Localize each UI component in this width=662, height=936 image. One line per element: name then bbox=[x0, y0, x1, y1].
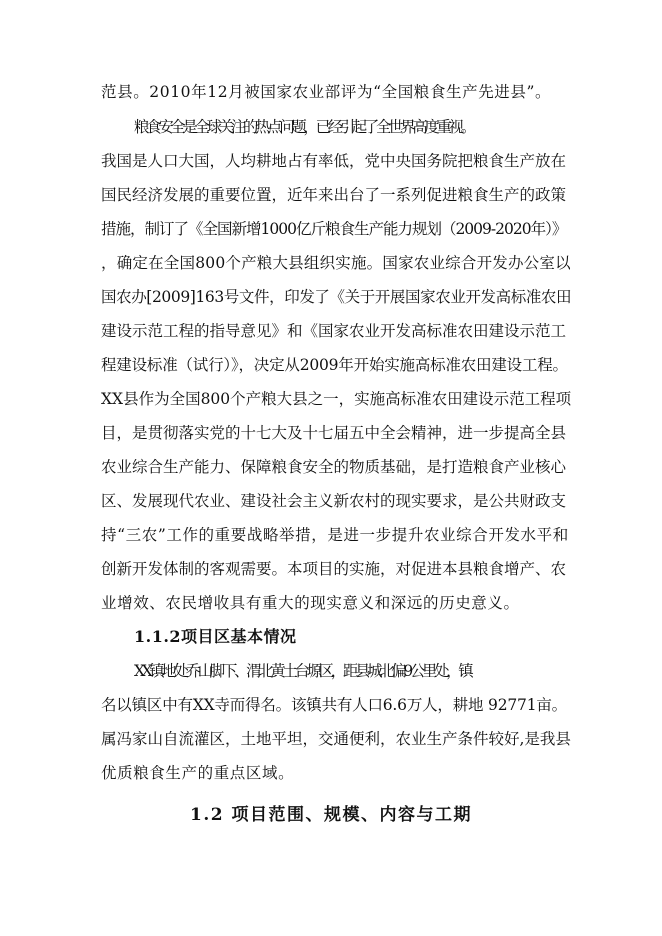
text-line: 国农办[2009]163号文件，印发了《关于开展国家农业开发高标准农田 bbox=[101, 288, 572, 306]
text-line: 名以镇区中有XX寺而得名。该镇共有人口6.6万人，耕地 92771亩。 bbox=[101, 696, 567, 714]
section-heading-1-1-2: 1.1.2项目区基本情况 bbox=[134, 627, 297, 646]
text-line: 持“三农”工作的重要战略举措，是进一步提升农业综合开发水平和 bbox=[101, 526, 569, 544]
text-line: 措施，制订了《全国新增1000亿斤粮食生产能力规划（2009-2020年）》 bbox=[101, 220, 567, 238]
text-line: 目，是贯彻落实党的十七大及十七届五中全会精神，进一步提高全县 bbox=[101, 424, 567, 442]
text-line: 属冯家山自流灌区，土地平坦，交通便利，农业生产条件较好,是我县 bbox=[101, 730, 571, 748]
text-line: 范县。2010年12月被国家农业部评为“全国粮食生产先进县”。 bbox=[101, 83, 552, 101]
text-line: 农业综合生产能力、保障粮食安全的物质基础，是打造粮食产业核心 bbox=[101, 458, 567, 476]
text-line: XX镇地处乔山脚下、渭北黄土台塬区，距县城北偏9公里处，镇 bbox=[134, 662, 471, 680]
text-line: 程建设标准（试行）》，决定从2009年开始实施高标准农田建设工程。 bbox=[101, 356, 568, 374]
text-line: XX县作为全国800个产粮大县之一，实施高标准农田建设示范工程项 bbox=[101, 390, 572, 408]
text-line: 粮食安全是全球关注的热点问题，已经引起了全世界高度重视。 bbox=[134, 118, 473, 136]
text-line: ，确定在全国800个产粮大县组织实施。国家农业综合开发办公室以 bbox=[101, 254, 571, 272]
text-line: 区、发展现代农业、建设社会主义新农村的现实要求，是公共财政支 bbox=[101, 492, 567, 510]
text-line: 我国是人口大国，人均耕地占有率低，党中央国务院把粮食生产放在 bbox=[101, 152, 567, 170]
section-heading-1-2: 1.2 项目范围、规模、内容与工期 bbox=[190, 805, 472, 825]
text-line: 优质粮食生产的重点区域。 bbox=[101, 764, 295, 782]
text-line: 业增效、农民增收具有重大的现实意义和深远的历史意义。 bbox=[101, 594, 520, 612]
text-line: 建设示范工程的指导意见》和《国家农业开发高标准农田建设示范工 bbox=[101, 322, 567, 340]
text-line: 创新开发体制的客观需要。本项目的实施，对促进本县粮食增产、农 bbox=[101, 560, 567, 578]
text-line: 国民经济发展的重要位置，近年来出台了一系列促进粮食生产的政策 bbox=[101, 186, 567, 204]
